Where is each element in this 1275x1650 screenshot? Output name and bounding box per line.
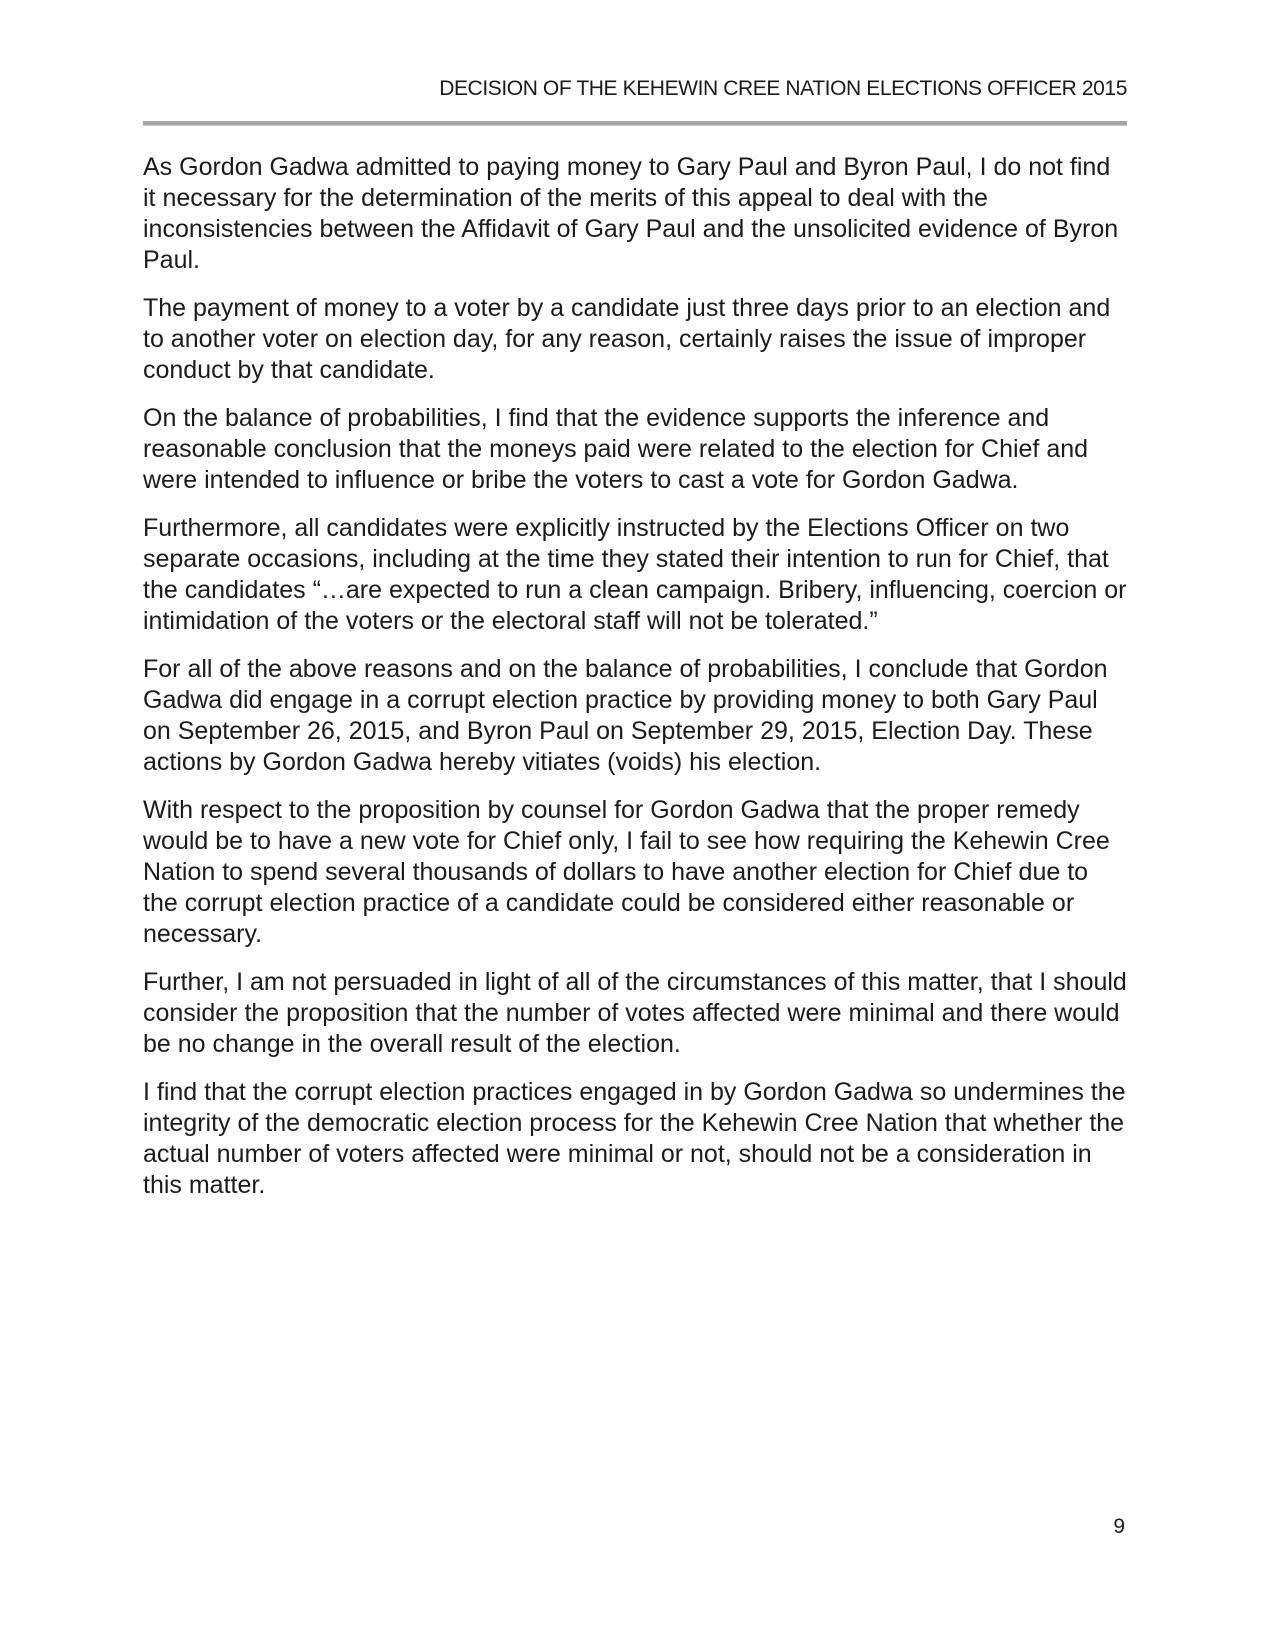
page-content — [143, 0, 1127, 1218]
paragraph: Further, I am not persuaded in light of all of the circumstances of this matter, that I should consider the proposition that the number of votes affected were minimal and there would be no change in the overall result of the election. — [143, 968, 1127, 1058]
paragraph: As Gordon Gadwa admitted to paying money to Gary Paul and Byron Paul, I do not find it necessary for the determination of the merits of this appeal to deal with the inconsistencies between the Affidavit of Gary Paul and the unsolicited evidence of Byron Paul. — [143, 153, 1119, 274]
header-title: DECISION OF THE KEHEWIN CREE NATION ELECTIONS OFFICER 2015 — [439, 77, 1127, 100]
paragraph: The payment of money to a voter by a candidate just three days prior to an election and to another voter on election day, for any reason, certainly raises the issue of improper conduct by that candidate. — [143, 294, 1111, 384]
paragraph: Furthermore, all candidates were explicitly instructed by the Elections Officer on two separate occasions, including at the time they stated their intention to run for Chief, that the candidates “…are expected to run a clean campaign. Bribery, influencing, coercion or intimidation of the voters or the electoral staff will not be tolerated.” — [143, 514, 1127, 635]
page-number: 9 — [1113, 1515, 1125, 1538]
paragraph: With respect to the proposition by counsel for Gordon Gadwa that the proper remedy would be to have a new vote for Chief only, I fail to see how requiring the Kehewin Cree Nation to spend several thousands of dollars to have another election for Chief due to the corrupt election practice of a candidate could be considered either reasonable or necessary. — [143, 796, 1110, 948]
paragraph: On the balance of probabilities, I find that the evidence supports the inference and reasonable conclusion that the moneys paid were related to the election for Chief and were intended to influence or bribe the voters to cast a vote for Gordon Gadwa. — [143, 404, 1089, 494]
document-body — [143, 126, 1127, 1201]
page-header — [143, 0, 1127, 126]
paragraph: For all of the above reasons and on the balance of probabilities, I conclude that Gordon Gadwa did engage in a corrupt election practice by providing money to both Gary Paul on September 26, 2015, and Byron Paul on September 29, 2015, Election Day. These actions by Gordon Gadwa hereby vitiates (voids) his election. — [143, 655, 1108, 776]
paragraph: I find that the corrupt election practices engaged in by Gordon Gadwa so undermines the integrity of the democratic election process for the Kehewin Cree Nation that whether the actual number of voters affected were minimal or not, should not be a consideration in this matter. — [143, 1078, 1126, 1199]
